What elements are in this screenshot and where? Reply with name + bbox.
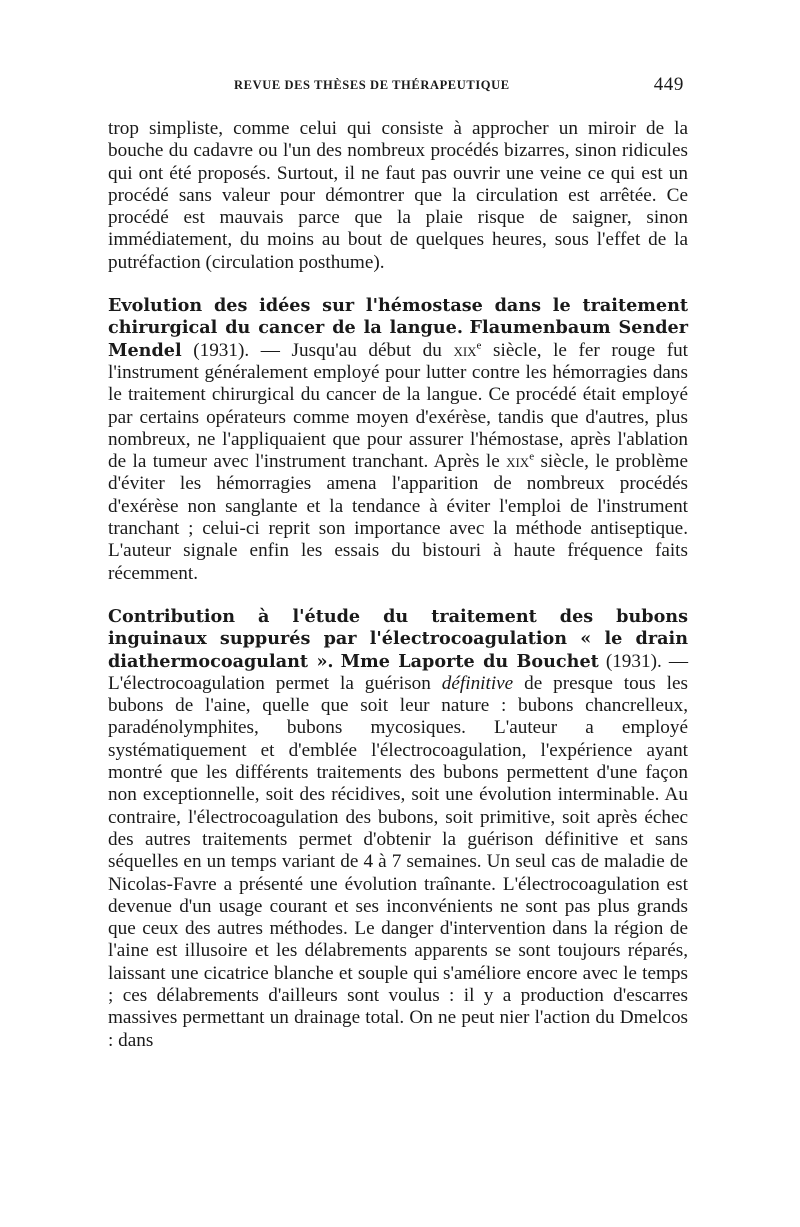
section-body: — Jusqu'au début du (260, 339, 454, 361)
section-body: — L'électrocoagulation permet la guérison (108, 650, 689, 694)
page-number: 449 (653, 74, 684, 95)
page (108, 74, 688, 1052)
section-body: siècle, le fer rouge fut l'instrument généralement employé pour lutter contre les hémorragies dans le traitement chirurgical du cancer de la langue. Ce procédé était employé par certains opérateurs comme moyen d'exérèse, tandis que d'autres, plus nombreux, ne l'appliquaient que pour assurer l'hémostase, après l'ablation de la tumeur avec l'instrument tranchant. Après le (108, 339, 689, 473)
century-numeral: xix (506, 451, 530, 473)
section-body: de presque tous les bubons de l'aine, quelle que soit leur nature : bubons chancrelleux, paradénolymphites, bubons mycosiques. L'auteur a employé systématiquement et d'emblée l'électrocoagulation, l'expérience ayant montré que les différents traitements des bubons permettent d'une façon non exceptionnelle, soit des récidives, soit une évolution interminable. Au contraire, l'électrocoagulation des bubons, soit primitive, soit après échec des autres traitements permet d'obtenir la guérison définitive et sans séquelles en un temps variant de 4 à 7 semaines. Un seul cas de maladie de Nicolas-Favre a présenté une évolution traînante. L'électrocoagulation est devenue d'un usage courant et ses inconvénients ne sont pas plus grands que ceux des autres méthodes. Le danger d'intervention dans la région de l'aine est illusoire et les délabrements apparents se sont toujours réparés, laissant une cicatrice blanche et souple qui s'améliore encore avec le temps ; ces délabrements d'ailleurs sont voulus : il y a production d'escarres massives permettant un drainage total. On ne peut nier l'action du Dmelcos : dans (108, 672, 688, 1051)
century-numeral: xix (453, 339, 477, 361)
section-heading: Contribution à l'étude du traitement des bubons inguinaux suppurés par l'électrocoagulation « le drain diathermocoagulant ». (108, 605, 688, 672)
running-title: REVUE DES THÈSES DE THÉRAPEUTIQUE (234, 78, 510, 92)
section-author: Mme Laporte du Bouchet (340, 650, 599, 672)
section-year: (1931). (605, 650, 662, 672)
century-superscript: e (529, 450, 535, 463)
section-author: Flaumenbaum Sender Mendel (108, 317, 688, 361)
emphasis-word: définitive (441, 672, 514, 694)
section-bubons (108, 606, 688, 1052)
running-head (108, 74, 688, 98)
continuation-paragraph: trop simpliste, comme celui qui consiste à approcher un miroir de la bouche du cadavre ou l'un des nombreux procédés bizarres, sinon ridicules qui ont été proposés. Surtout, il ne faut pas ouvrir une veine ce qui est un procédé sans valeur pour démontrer que la circulation est arrêtée. Ce procédé est mauvais parce que la plaie risque de saigner, sinon immédiatement, du moins au bout de quelques heures, sous l'effet de la putréfaction (circulation posthume). (108, 118, 688, 273)
section-year: (1931). (193, 339, 250, 361)
century-superscript: e (476, 339, 482, 352)
section-heading: Evolution des idées sur l'hémostase dans le traitement chirurgical du cancer de la langue. (108, 295, 688, 339)
section-body: siècle, le problème d'éviter les hémorragies amena l'apparition de nombreux procédés d'exérèse non sanglante et la tendance à éviter l'emploi de l'instrument tranchant ; celui-ci reprit son importance avec la méthode antiseptique. L'auteur signale enfin les essais du bistouri à haute fréquence faits récemment. (108, 451, 688, 584)
section-hemostase (108, 295, 688, 585)
